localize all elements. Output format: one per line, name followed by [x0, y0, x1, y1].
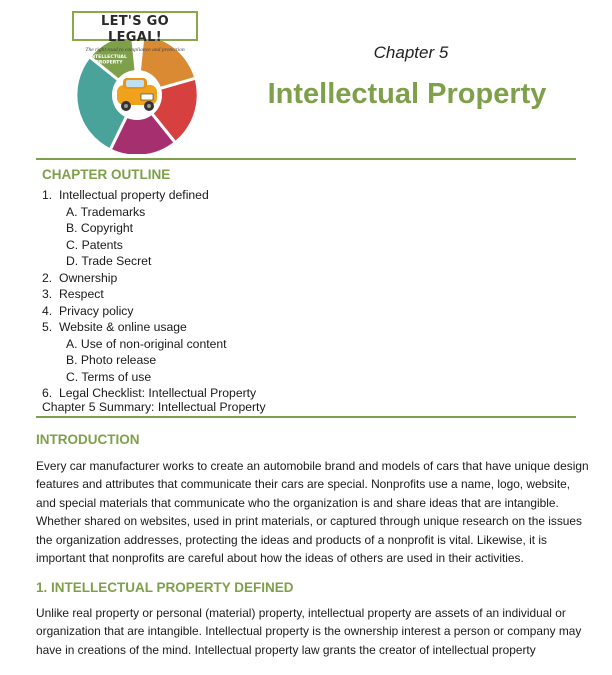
outline-item-number: 3.: [42, 287, 53, 301]
outline-subitem: B. Photo release: [66, 353, 157, 367]
section-1-paragraph: [36, 604, 584, 659]
paragraph-line: features and attributes that communicate their cars are special. Nonprofits use a name, logo, website,: [36, 477, 571, 492]
outline-item-label: Legal Checklist: Intellectual Property: [59, 386, 257, 400]
outline-divider: [36, 416, 576, 418]
chapter-outline-list: [42, 187, 256, 402]
outline-subitem: B. Copyright: [66, 221, 134, 235]
outline-subitem: C. Patents: [66, 237, 123, 252]
outline-item: [42, 187, 256, 204]
outline-item: [42, 270, 256, 287]
outline-item-label: Ownership: [59, 270, 118, 285]
lets-go-legal-logo: [68, 6, 206, 152]
outline-item-number: 2.: [42, 270, 53, 285]
outline-item-label: Respect: [59, 287, 104, 301]
paragraph-line: have in creations of the mind. Intellectual property law grants the creator of intellectual property: [36, 642, 536, 657]
outline-item-label: Website & online usage: [59, 320, 187, 334]
logo-segment-label: INTELLECTUAL PROPERTY: [89, 55, 127, 66]
outline-item-label: Privacy policy: [59, 303, 134, 318]
logo-tagline: The right road to compliance and protection: [85, 47, 185, 53]
paragraph-line: Unlike real property or personal (material) property, intellectual property are assets of an individual or: [36, 606, 566, 620]
paragraph-line: Whether shared on websites, used in print materials, or captured through unique research on the issues: [36, 514, 582, 529]
outline-summary: Chapter 5 Summary: Intellectual Property: [42, 400, 266, 414]
introduction-heading: INTRODUCTION: [36, 432, 140, 447]
page-title: Intellectual Property: [267, 78, 547, 110]
outline-subitem: C. Terms of use: [66, 369, 152, 384]
paragraph-line: important that nonprofits are careful about how the ideas of others are used in their activities.: [36, 551, 524, 566]
logo-title: LET'S GO LEGAL!: [100, 14, 170, 45]
paragraph-line: and special materials that communicate who the organization is and share ideas that are intangible.: [36, 495, 559, 510]
outline-subitem: A. Trademarks: [66, 204, 146, 219]
logo-banner: [72, 11, 198, 53]
paragraph-line: the organization addresses, protecting the ideas and products of a nonprofit is vital. Likewise, it is: [36, 532, 547, 547]
outline-subitem: A. Use of non-original content: [66, 336, 227, 351]
outline-item: [42, 319, 256, 336]
introduction-paragraph: [36, 457, 589, 567]
outline-item: [42, 303, 256, 320]
outline-item-number: 1.: [42, 188, 53, 202]
section-1-heading: 1. INTELLECTUAL PROPERTY DEFINED: [36, 580, 294, 595]
outline-heading: CHAPTER OUTLINE: [42, 167, 171, 182]
outline-item-number: 5.: [42, 320, 53, 334]
outline-item-label: Intellectual property defined: [59, 188, 209, 202]
outline-item-number: 4.: [42, 303, 53, 318]
paragraph-line: Every car manufacturer works to create an automobile brand and models of cars that have unique design: [36, 459, 589, 473]
paragraph-line: organization that are intangible. Intellectual property is the ownership interest a person or company may: [36, 624, 582, 639]
header-divider: [36, 158, 576, 160]
outline-item: [42, 286, 256, 303]
chapter-label: Chapter 5: [373, 43, 449, 62]
outline-item-number: 6.: [42, 386, 53, 400]
outline-subitem: D. Trade Secret: [66, 254, 152, 268]
